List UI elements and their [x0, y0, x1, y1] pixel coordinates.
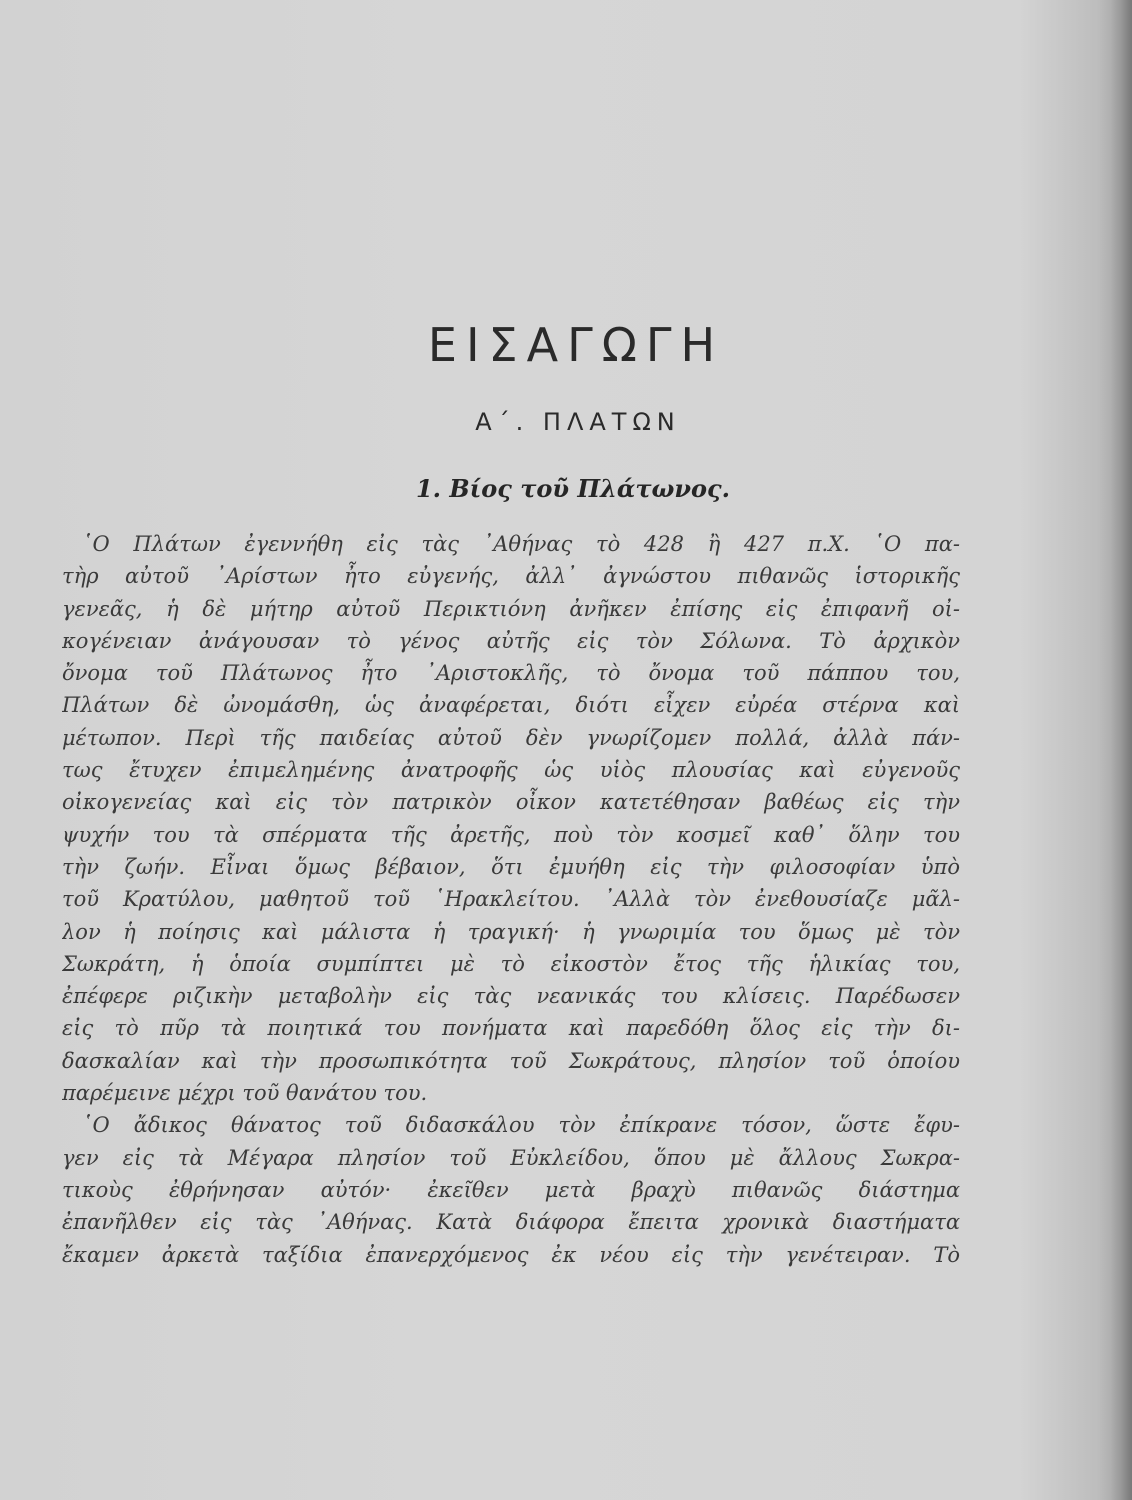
text-line: οἰκογενείας καὶ εἰς τὸν πατρικὸν οἶκον κατετέθησαν βαθέως εἰς τὴν: [62, 790, 960, 815]
text-line: τὴρ αὐτοῦ ᾿Αρίστων ἦτο εὐγενής, ἀλλ᾿ ἀγνώστου πιθανῶς ἱστορικῆς: [62, 564, 960, 589]
text-line: παρέμεινε μέχρι τοῦ θανάτου του.: [62, 1081, 428, 1106]
text-line: ἐπανῆλθεν εἰς τὰς ᾿Αθήνας. Κατὰ διάφορα ἔπειτα χρονικὰ διαστήματα: [62, 1210, 960, 1235]
text-line: τως ἔτυχεν ἐπιμελημένης ἀνατροφῆς ὡς υἱὸς πλουσίας καὶ εὐγενοῦς: [62, 758, 960, 783]
part-title: Α΄. ΠΛΑΤΩΝ: [475, 408, 681, 436]
text-line: δασκαλίαν καὶ τὴν προσωπικότητα τοῦ Σωκράτους, πλησίον τοῦ ὁποίου: [62, 1048, 960, 1073]
text-line: Σωκράτη, ἡ ὁποία συμπίπτει μὲ τὸ εἰκοστὸν ἔτος τῆς ἡλικίας του,: [62, 951, 960, 976]
text-line: ἔκαμεν ἀρκετὰ ταξίδια ἐπανερχόμενος ἐκ νέου εἰς τὴν γενέτειραν. Τὸ: [62, 1242, 960, 1267]
text-line: ψυχήν του τὰ σπέρματα τῆς ἀρετῆς, ποὺ τὸν κοσμεῖ καθ᾿ ὅλην του: [62, 822, 960, 847]
text-line: ἐπέφερε ριζικὴν μεταβολὴν εἰς τὰς νεανικάς του κλίσεις. Παρέδωσεν: [62, 984, 960, 1009]
text-line: λον ἡ ποίησις καὶ μάλιστα ἡ τραγική· ἡ γνωριμία του ὅμως μὲ τὸν: [62, 919, 960, 944]
text-line: κογένειαν ἀνάγουσαν τὸ γένος αὐτῆς εἰς τὸν Σόλωνα. Τὸ ἀρχικὸν: [62, 628, 960, 653]
page-edge-shadow: [1110, 0, 1132, 1500]
body-text: [62, 528, 960, 1271]
text-line: γενεᾶς, ἡ δὲ μήτηρ αὐτοῦ Περικτιόνη ἀνῆκεν ἐπίσης εἰς ἐπιφανῆ οἰ-: [62, 596, 960, 621]
text-line: τὴν ζωήν. Εἶναι ὅμως βέβαιον, ὅτι ἐμυήθη εἰς τὴν φιλοσοφίαν ὑπὸ: [62, 854, 960, 879]
text-line: μέτωπον. Περὶ τῆς παιδείας αὐτοῦ δὲν γνωρίζομεν πολλά, ἀλλὰ πάν-: [62, 725, 960, 750]
text-line: ὄνομα τοῦ Πλάτωνος ἦτο ᾿Αριστοκλῆς, τὸ ὄνομα τοῦ πάππου του,: [62, 661, 960, 686]
text-line: Πλάτων δὲ ὠνομάσθη, ὡς ἀναφέρεται, διότι εἶχεν εὐρέα στέρνα καὶ: [62, 693, 960, 718]
text-line: τικοὺς ἐθρήνησαν αὐτόν· ἐκεῖθεν μετὰ βραχὺ πιθανῶς διάστημα: [62, 1177, 960, 1202]
section-title: 1. Βίος τοῦ Πλάτωνος.: [415, 474, 731, 503]
text-line: τοῦ Κρατύλου, μαθητοῦ τοῦ ῾Ηρακλείτου. ᾿Αλλὰ τὸν ἐνεθουσίαζε μᾶλ-: [62, 887, 960, 912]
text-line: γεν εἰς τὰ Μέγαρα πλησίον τοῦ Εὐκλείδου, ὅπου μὲ ἄλλους Σωκρα-: [62, 1145, 960, 1170]
text-line: εἰς τὸ πῦρ τὰ ποιητικά του πονήματα καὶ παρεδόθη ὅλος εἰς τὴν δι-: [62, 1016, 960, 1041]
text-line: ῾Ο Πλάτων ἐγεννήθη εἰς τὰς ᾿Αθήνας τὸ 428 ἢ 427 π.Χ. ῾Ο πα-: [82, 532, 960, 556]
chapter-title: ΕΙΣΑΓΩΓΗ: [427, 318, 725, 372]
text-line: ῾Ο ἄδικος θάνατος τοῦ διδασκάλου τὸν ἐπίκρανε τόσον, ὥστε ἔφυ-: [82, 1113, 960, 1138]
